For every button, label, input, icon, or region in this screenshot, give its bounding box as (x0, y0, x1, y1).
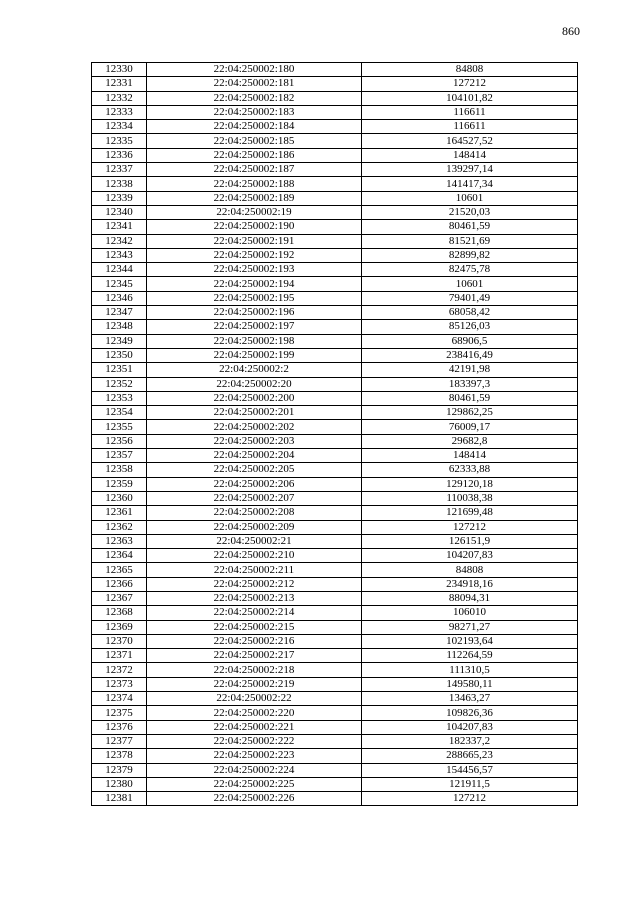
cadastral-value-cell: 85126,03 (362, 320, 578, 334)
cadastral-number-cell: 22:04:250002:195 (147, 291, 362, 305)
cadastral-number-cell: 22:04:250002:201 (147, 406, 362, 420)
cadastral-number-cell: 22:04:250002:220 (147, 706, 362, 720)
table-row (92, 534, 578, 548)
cadastral-value-cell: 148414 (362, 449, 578, 463)
cadastral-number-cell: 22:04:250002:202 (147, 420, 362, 434)
row-number-cell: 12343 (92, 248, 147, 262)
row-number-cell: 12363 (92, 534, 147, 548)
row-number-cell: 12341 (92, 220, 147, 234)
cadastral-value-cell: 127212 (362, 520, 578, 534)
cadastral-value-cell: 288665,23 (362, 749, 578, 763)
cadastral-value-cell: 82899,82 (362, 248, 578, 262)
cadastral-number-cell: 22:04:250002:191 (147, 234, 362, 248)
cadastral-value-cell: 104207,83 (362, 720, 578, 734)
row-number-cell: 12339 (92, 191, 147, 205)
row-number-cell: 12372 (92, 663, 147, 677)
cadastral-value-cell: 10601 (362, 277, 578, 291)
cadastral-number-cell: 22:04:250002:215 (147, 620, 362, 634)
cadastral-number-cell: 22:04:250002:219 (147, 677, 362, 691)
cadastral-number-cell: 22:04:250002:181 (147, 77, 362, 91)
table-row (92, 706, 578, 720)
cadastral-number-cell: 22:04:250002:186 (147, 148, 362, 162)
row-number-cell: 12337 (92, 163, 147, 177)
table-row (92, 434, 578, 448)
cadastral-value-cell: 21520,03 (362, 205, 578, 219)
cadastral-value-cell: 121911,5 (362, 777, 578, 791)
table-row (92, 348, 578, 362)
cadastral-number-cell: 22:04:250002:21 (147, 534, 362, 548)
cadastral-value-cell: 106010 (362, 606, 578, 620)
cadastral-value-cell: 182337,2 (362, 734, 578, 748)
table-row (92, 320, 578, 334)
cadastral-number-cell: 22:04:250002:207 (147, 491, 362, 505)
cadastral-value-cell: 154456,57 (362, 763, 578, 777)
row-number-cell: 12358 (92, 463, 147, 477)
table-row (92, 391, 578, 405)
cadastral-number-cell: 22:04:250002:22 (147, 692, 362, 706)
cadastral-number-cell: 22:04:250002:198 (147, 334, 362, 348)
row-number-cell: 12354 (92, 406, 147, 420)
row-number-cell: 12356 (92, 434, 147, 448)
row-number-cell: 12381 (92, 792, 147, 806)
row-number-cell: 12361 (92, 506, 147, 520)
cadastral-value-cell: 68058,42 (362, 306, 578, 320)
table-row (92, 334, 578, 348)
cadastral-number-cell: 22:04:250002:197 (147, 320, 362, 334)
table-row (92, 663, 578, 677)
row-number-cell: 12380 (92, 777, 147, 791)
table-row (92, 63, 578, 77)
row-number-cell: 12355 (92, 420, 147, 434)
cadastral-number-cell: 22:04:250002:213 (147, 591, 362, 605)
table-row (92, 177, 578, 191)
table-row (92, 363, 578, 377)
cadastral-number-cell: 22:04:250002:205 (147, 463, 362, 477)
cadastral-number-cell: 22:04:250002:193 (147, 263, 362, 277)
cadastral-value-cell: 42191,98 (362, 363, 578, 377)
row-number-cell: 12342 (92, 234, 147, 248)
cadastral-number-cell: 22:04:250002:194 (147, 277, 362, 291)
row-number-cell: 12375 (92, 706, 147, 720)
cadastral-value-cell: 98271,27 (362, 620, 578, 634)
table-row (92, 120, 578, 134)
cadastral-number-cell: 22:04:250002:199 (147, 348, 362, 362)
row-number-cell: 12365 (92, 563, 147, 577)
cadastral-number-cell: 22:04:250002:188 (147, 177, 362, 191)
cadastral-value-cell: 81521,69 (362, 234, 578, 248)
row-number-cell: 12333 (92, 105, 147, 119)
row-number-cell: 12340 (92, 205, 147, 219)
table-row (92, 191, 578, 205)
table-row (92, 105, 578, 119)
cadastral-value-cell: 121699,48 (362, 506, 578, 520)
table-row (92, 606, 578, 620)
row-number-cell: 12335 (92, 134, 147, 148)
cadastral-value-cell: 109826,36 (362, 706, 578, 720)
cadastral-number-cell: 22:04:250002:196 (147, 306, 362, 320)
page-number: 860 (562, 24, 580, 38)
row-number-cell: 12362 (92, 520, 147, 534)
cadastral-number-cell: 22:04:250002:221 (147, 720, 362, 734)
row-number-cell: 12344 (92, 263, 147, 277)
cadastral-value-cell: 112264,59 (362, 649, 578, 663)
row-number-cell: 12377 (92, 734, 147, 748)
row-number-cell: 12338 (92, 177, 147, 191)
row-number-cell: 12346 (92, 291, 147, 305)
row-number-cell: 12368 (92, 606, 147, 620)
cadastral-number-cell: 22:04:250002:208 (147, 506, 362, 520)
cadastral-number-cell: 22:04:250002:224 (147, 763, 362, 777)
cadastral-number-cell: 22:04:250002:190 (147, 220, 362, 234)
table-row (92, 491, 578, 505)
cadastral-number-cell: 22:04:250002:192 (147, 248, 362, 262)
cadastral-number-cell: 22:04:250002:200 (147, 391, 362, 405)
cadastral-value-cell: 79401,49 (362, 291, 578, 305)
cadastral-value-cell: 129120,18 (362, 477, 578, 491)
row-number-cell: 12331 (92, 77, 147, 91)
row-number-cell: 12347 (92, 306, 147, 320)
row-number-cell: 12374 (92, 692, 147, 706)
cadastral-number-cell: 22:04:250002:217 (147, 649, 362, 663)
row-number-cell: 12379 (92, 763, 147, 777)
cadastral-value-cell: 141417,34 (362, 177, 578, 191)
cadastral-value-cell: 116611 (362, 105, 578, 119)
table-row (92, 234, 578, 248)
cadastral-value-cell: 80461,59 (362, 391, 578, 405)
table-row (92, 677, 578, 691)
table-row (92, 720, 578, 734)
cadastral-number-cell: 22:04:250002:209 (147, 520, 362, 534)
row-number-cell: 12364 (92, 549, 147, 563)
table-row (92, 620, 578, 634)
table-row (92, 163, 578, 177)
cadastral-value-cell: 183397,3 (362, 377, 578, 391)
cadastral-value-cell: 13463,27 (362, 692, 578, 706)
cadastral-number-cell: 22:04:250002:225 (147, 777, 362, 791)
table-row (92, 749, 578, 763)
row-number-cell: 12359 (92, 477, 147, 491)
table-row (92, 549, 578, 563)
cadastral-value-cell: 80461,59 (362, 220, 578, 234)
row-number-cell: 12334 (92, 120, 147, 134)
cadastral-number-cell: 22:04:250002:222 (147, 734, 362, 748)
row-number-cell: 12330 (92, 63, 147, 77)
row-number-cell: 12349 (92, 334, 147, 348)
table-row (92, 406, 578, 420)
cadastral-number-cell: 22:04:250002:216 (147, 634, 362, 648)
cadastral-number-cell: 22:04:250002:185 (147, 134, 362, 148)
row-number-cell: 12357 (92, 449, 147, 463)
cadastral-value-cell: 102193,64 (362, 634, 578, 648)
cadastral-value-cell: 10601 (362, 191, 578, 205)
cadastral-value-cell: 148414 (362, 148, 578, 162)
cadastral-number-cell: 22:04:250002:206 (147, 477, 362, 491)
cadastral-number-cell: 22:04:250002:180 (147, 63, 362, 77)
cadastral-number-cell: 22:04:250002:203 (147, 434, 362, 448)
cadastral-value-cell: 68906,5 (362, 334, 578, 348)
cadastral-number-cell: 22:04:250002:184 (147, 120, 362, 134)
cadastral-number-cell: 22:04:250002:19 (147, 205, 362, 219)
cadastral-value-cell: 104207,83 (362, 549, 578, 563)
table-row (92, 477, 578, 491)
table-row (92, 306, 578, 320)
table-row (92, 148, 578, 162)
table-row (92, 634, 578, 648)
cadastral-value-cell: 104101,82 (362, 91, 578, 105)
cadastral-number-cell: 22:04:250002:204 (147, 449, 362, 463)
row-number-cell: 12351 (92, 363, 147, 377)
row-number-cell: 12336 (92, 148, 147, 162)
cadastral-value-cell: 127212 (362, 77, 578, 91)
cadastral-number-cell: 22:04:250002:218 (147, 663, 362, 677)
row-number-cell: 12373 (92, 677, 147, 691)
row-number-cell: 12367 (92, 591, 147, 605)
cadastral-value-cell: 29682,8 (362, 434, 578, 448)
row-number-cell: 12371 (92, 649, 147, 663)
table-row (92, 734, 578, 748)
cadastral-number-cell: 22:04:250002:189 (147, 191, 362, 205)
cadastral-number-cell: 22:04:250002:226 (147, 792, 362, 806)
cadastral-number-cell: 22:04:250002:211 (147, 563, 362, 577)
table-row (92, 77, 578, 91)
table-row (92, 563, 578, 577)
row-number-cell: 12350 (92, 348, 147, 362)
table-row (92, 263, 578, 277)
row-number-cell: 12332 (92, 91, 147, 105)
table-row (92, 591, 578, 605)
table-row (92, 205, 578, 219)
cadastral-value-cell: 127212 (362, 792, 578, 806)
cadastral-value-cell: 84808 (362, 63, 578, 77)
table-row (92, 463, 578, 477)
cadastral-value-cell: 62333,88 (362, 463, 578, 477)
table-row (92, 220, 578, 234)
table-row (92, 777, 578, 791)
row-number-cell: 12352 (92, 377, 147, 391)
table-row (92, 763, 578, 777)
row-number-cell: 12345 (92, 277, 147, 291)
cadastral-value-cell: 139297,14 (362, 163, 578, 177)
cadastral-value-cell: 88094,31 (362, 591, 578, 605)
cadastral-value-cell: 149580,11 (362, 677, 578, 691)
row-number-cell: 12348 (92, 320, 147, 334)
table-row (92, 692, 578, 706)
table-row (92, 649, 578, 663)
cadastral-number-cell: 22:04:250002:187 (147, 163, 362, 177)
cadastral-value-cell: 82475,78 (362, 263, 578, 277)
table-row (92, 291, 578, 305)
cadastral-value-cell: 238416,49 (362, 348, 578, 362)
table-row (92, 420, 578, 434)
cadastral-number-cell: 22:04:250002:182 (147, 91, 362, 105)
row-number-cell: 12370 (92, 634, 147, 648)
row-number-cell: 12378 (92, 749, 147, 763)
cadastral-value-table (91, 62, 578, 806)
table-row (92, 449, 578, 463)
row-number-cell: 12360 (92, 491, 147, 505)
table-row (92, 506, 578, 520)
cadastral-value-cell: 116611 (362, 120, 578, 134)
cadastral-value-cell: 234918,16 (362, 577, 578, 591)
cadastral-value-cell: 76009,17 (362, 420, 578, 434)
table-row (92, 91, 578, 105)
cadastral-number-cell: 22:04:250002:214 (147, 606, 362, 620)
row-number-cell: 12353 (92, 391, 147, 405)
row-number-cell: 12376 (92, 720, 147, 734)
row-number-cell: 12366 (92, 577, 147, 591)
cadastral-number-cell: 22:04:250002:2 (147, 363, 362, 377)
cadastral-number-cell: 22:04:250002:223 (147, 749, 362, 763)
cadastral-value-cell: 164527,52 (362, 134, 578, 148)
cadastral-value-cell: 111310,5 (362, 663, 578, 677)
table-row (92, 277, 578, 291)
cadastral-number-cell: 22:04:250002:183 (147, 105, 362, 119)
cadastral-number-cell: 22:04:250002:20 (147, 377, 362, 391)
table-row (92, 248, 578, 262)
table-body (92, 63, 578, 806)
table-row (92, 577, 578, 591)
row-number-cell: 12369 (92, 620, 147, 634)
cadastral-number-cell: 22:04:250002:210 (147, 549, 362, 563)
table-row (92, 134, 578, 148)
table-row (92, 520, 578, 534)
cadastral-number-cell: 22:04:250002:212 (147, 577, 362, 591)
table-row (92, 377, 578, 391)
cadastral-value-cell: 110038,38 (362, 491, 578, 505)
table-row (92, 792, 578, 806)
cadastral-value-cell: 129862,25 (362, 406, 578, 420)
cadastral-value-cell: 126151,9 (362, 534, 578, 548)
cadastral-value-cell: 84808 (362, 563, 578, 577)
